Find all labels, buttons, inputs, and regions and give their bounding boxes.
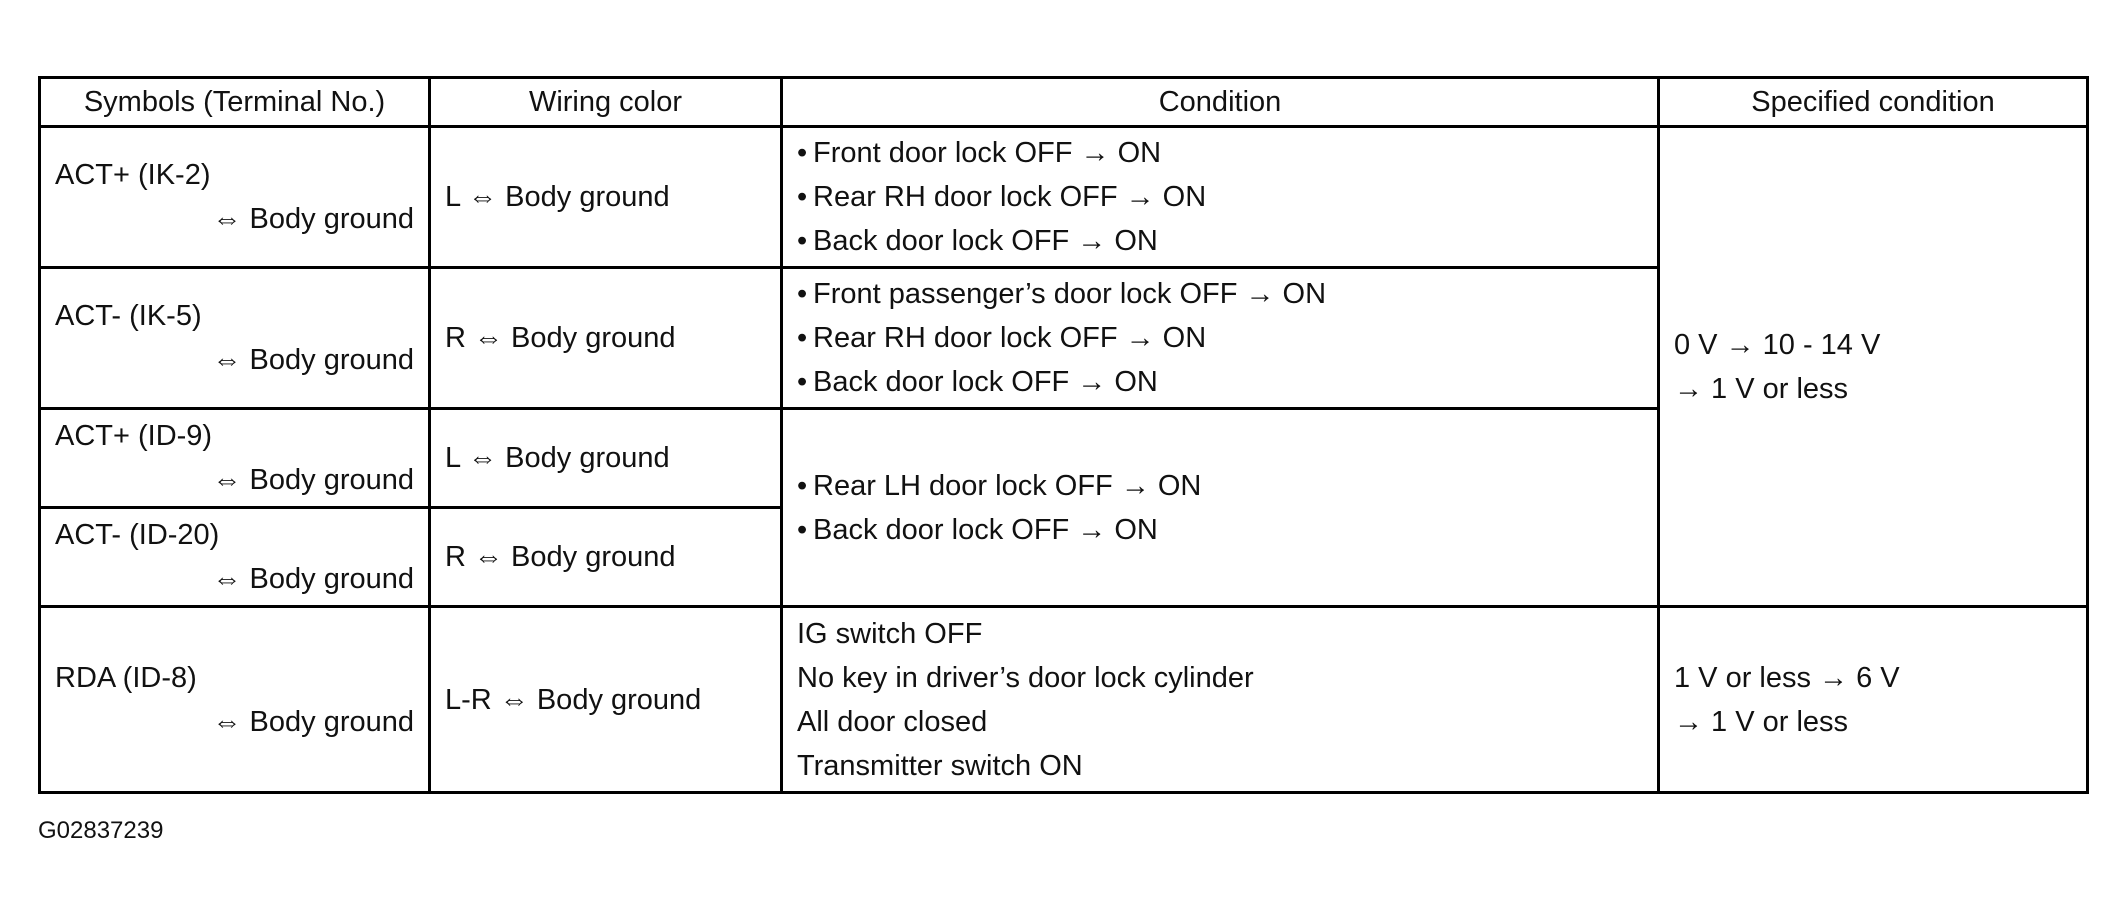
bullet-mark: • [797,278,808,310]
bullet-mark: • [797,513,808,546]
terminal-symbol: ACT- (IK-5) [55,300,202,332]
terminal-target: ⇔ Body ground [212,203,414,235]
symbol-cell [40,607,430,793]
specified-condition-cell [1659,607,2088,793]
condition-cell [782,127,1659,268]
condition-item: No key in driver’s door lock cylinder [797,661,1254,694]
wiring-color: L ⇔ Body ground [445,442,670,474]
symbol-cell [40,508,430,607]
bullet-mark: • [797,366,808,398]
wiring-cell [430,508,782,607]
condition-item [797,219,1643,263]
header-wiring-color: Wiring color [430,78,782,127]
specified-condition-cell [1659,127,2088,607]
wiring-color: R ⇔ Body ground [445,541,676,573]
condition-item [797,272,1643,316]
symbol-cell [40,127,430,268]
wiring-cell [430,607,782,793]
condition-item [797,175,1643,219]
terminal-target: ⇔ Body ground [212,464,414,496]
wiring-cell [430,409,782,508]
condition-cell [782,268,1659,409]
condition-item [797,131,1643,175]
condition-item [797,316,1643,360]
condition-text: Rear RH door lock OFF → ON [813,322,1207,354]
bullet-mark: • [797,322,808,354]
condition-item: Transmitter switch ON [797,749,1083,782]
terminal-target: ⇔ Body ground [212,705,414,738]
condition-item [797,464,1643,508]
terminal-symbol: RDA (ID-8) [55,661,197,694]
table-row [40,607,2088,793]
wiring-color: L ⇔ Body ground [445,181,670,213]
condition-item: IG switch OFF [797,617,983,650]
terminal-target: ⇔ Body ground [212,344,414,376]
condition-cell [782,607,1659,793]
table-row [40,127,2088,268]
condition-text: Front passenger’s door lock OFF → ON [813,278,1327,310]
symbol-cell [40,268,430,409]
wiring-color: R ⇔ Body ground [445,322,676,354]
condition-text: Rear LH door lock OFF → ON [813,469,1202,502]
specified-line: 0 V → 10 - 14 V [1674,328,1881,361]
header-specified-condition: Specified condition [1659,78,2088,127]
symbol-cell [40,409,430,508]
condition-text: Front door lock OFF → ON [813,137,1162,169]
specified-line: → 1 V or less [1674,705,1849,738]
wiring-color: L-R ⇔ Body ground [445,683,702,716]
condition-text: Back door lock OFF → ON [813,225,1158,257]
terminal-symbol: ACT- (ID-20) [55,519,220,551]
terminal-symbol: ACT+ (ID-9) [55,420,213,452]
bullet-mark: • [797,469,808,502]
specified-line: → 1 V or less [1674,372,1849,405]
wiring-cell [430,268,782,409]
condition-text: Back door lock OFF → ON [813,513,1158,546]
table-header-row [40,78,2088,127]
condition-cell [782,409,1659,607]
terminal-spec-table [38,76,2089,794]
terminal-target: ⇔ Body ground [212,563,414,595]
bullet-mark: • [797,137,808,169]
bullet-mark: • [797,181,808,213]
condition-item [797,360,1643,404]
condition-text: Back door lock OFF → ON [813,366,1158,398]
specified-line: 1 V or less → 6 V [1674,661,1900,694]
wiring-cell [430,127,782,268]
condition-item [797,508,1643,552]
header-symbols: Symbols (Terminal No.) [40,78,430,127]
condition-text: Rear RH door lock OFF → ON [813,181,1207,213]
header-condition: Condition [782,78,1659,127]
condition-item: All door closed [797,705,988,738]
figure-code: G02837239 [38,817,164,844]
terminal-symbol: ACT+ (IK-2) [55,159,211,191]
bullet-mark: • [797,225,808,257]
